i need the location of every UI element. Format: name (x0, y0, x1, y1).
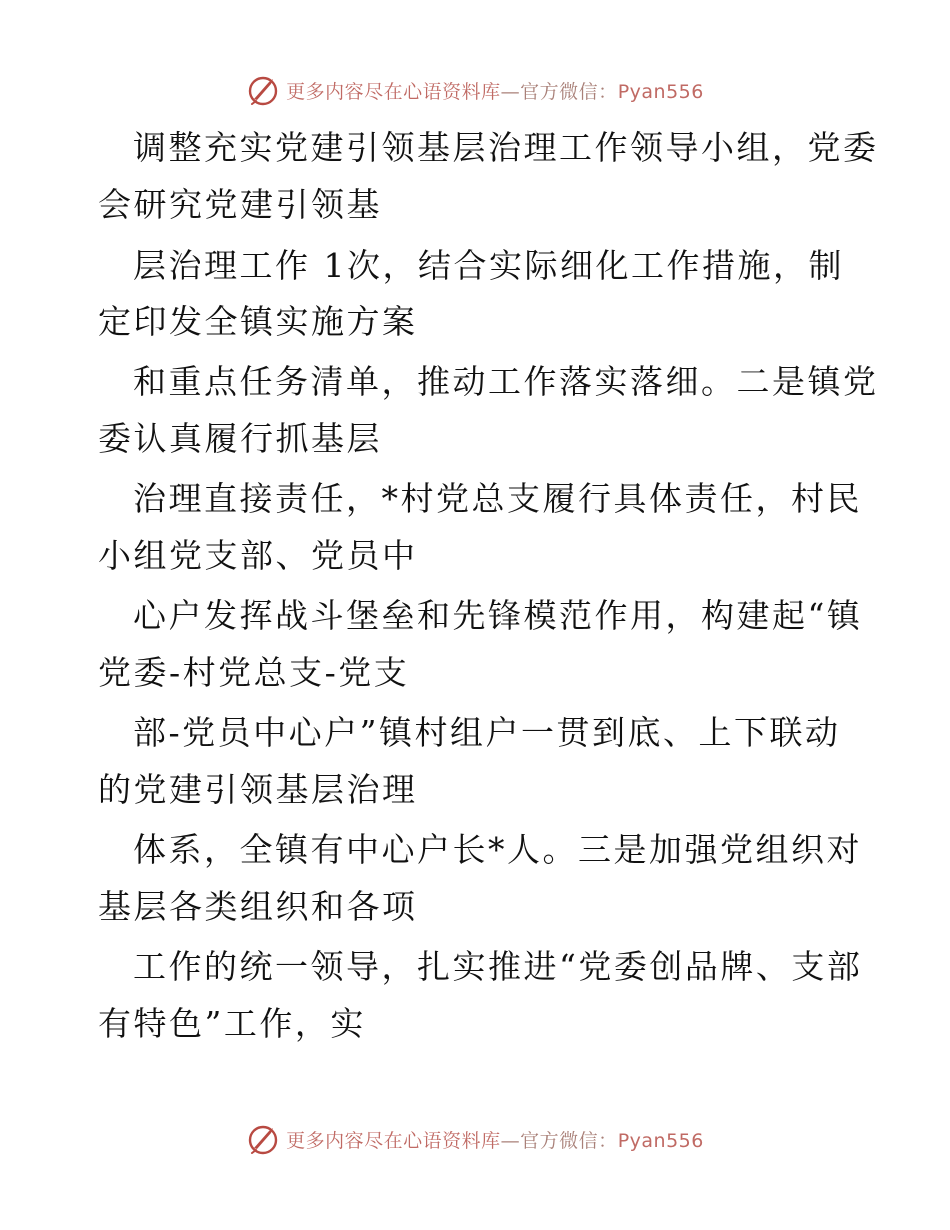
quill-logo-icon (246, 73, 280, 107)
quill-logo-icon (246, 1122, 280, 1156)
body-line: 基层各类组织和各项 (98, 887, 418, 926)
watermark-official-label: 官方微信： (520, 1129, 618, 1152)
watermark-site-text: 更多内容尽在心语资料库 (286, 80, 501, 103)
body-line: 的党建引领基层治理 (98, 770, 418, 809)
header-watermark (0, 68, 950, 112)
footer-watermark (0, 1117, 950, 1161)
watermark-text (286, 1126, 704, 1153)
body-line: 定印发全镇实施方案 (98, 302, 418, 341)
body-line: 治理直接责任，*村党总支履行具体责任，村民 (133, 479, 862, 518)
body-line: 和重点任务清单，推动工作落实落细。二是镇党 (133, 362, 879, 401)
watermark-separator: — (500, 80, 521, 103)
body-line: 党委-村党总支-党支 (98, 653, 410, 692)
body-line: 心户发挥战斗堡垒和先锋模范作用，构建起“镇 (133, 596, 863, 635)
body-line: 会研究党建引领基 (98, 185, 382, 224)
watermark-site-text: 更多内容尽在心语资料库 (286, 1129, 501, 1152)
body-line: 体系，全镇有中心户长*人。三是加强党组织对 (133, 830, 862, 869)
watermark-official-label: 官方微信： (520, 80, 618, 103)
watermark-wechat-id: Pyan556 (617, 1129, 704, 1152)
watermark-text (286, 77, 704, 104)
body-line: 委认真履行抓基层 (98, 419, 382, 458)
body-line: 有特色”工作，实 (98, 1004, 366, 1043)
watermark-wechat-id: Pyan556 (617, 80, 704, 103)
body-line: 层治理工作 1次，结合实际细化工作措施，制 (133, 246, 844, 285)
body-line: 工作的统一领导，扎实推进“党委创品牌、支部 (133, 947, 863, 986)
body-line: 调整充实党建引领基层治理工作领导小组，党委 (133, 128, 879, 167)
body-line: 小组党支部、党员中 (98, 536, 418, 575)
body-line: 部-党员中心户”镇村组户一贯到底、上下联动 (133, 713, 841, 752)
watermark-separator: — (500, 1129, 521, 1152)
